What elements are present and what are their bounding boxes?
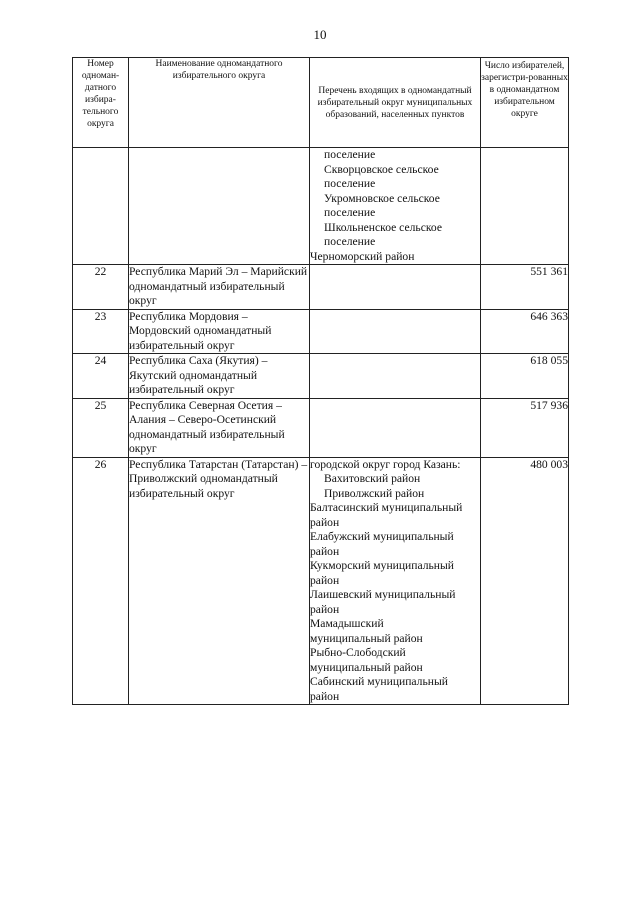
list-line: Лаишевский муниципальный <box>310 588 456 601</box>
voter-count: 646 363 <box>481 309 569 354</box>
list-line: Скворцовское сельское <box>324 162 439 176</box>
district-municipalities <box>310 398 481 457</box>
table-header-row <box>73 58 569 148</box>
districts-table <box>72 57 569 705</box>
list-line: поселение <box>324 177 376 190</box>
list-line: Школьненское сельское <box>324 220 442 234</box>
list-line: Сабинский муниципальный <box>310 675 448 688</box>
cell-number <box>73 148 129 265</box>
list-line: район <box>310 573 340 587</box>
table-row <box>73 309 569 354</box>
district-number: 24 <box>73 354 129 399</box>
district-number: 26 <box>73 457 129 705</box>
header-number: Номер одноман-датного избира-тельного округа <box>73 58 129 148</box>
list-line: городской округ город Казань: <box>310 457 461 471</box>
list-line: Приволжский район <box>324 486 425 500</box>
list-line: муниципальный район <box>310 660 423 674</box>
voter-count: 480 003 <box>481 457 569 705</box>
list-line: Черноморский район <box>310 249 415 263</box>
district-number: 23 <box>73 309 129 354</box>
table-row <box>73 354 569 399</box>
list-line: Рыбно-Слободский <box>310 646 406 659</box>
table-row <box>73 457 569 705</box>
list-line: Елабужский муниципальный <box>310 530 454 543</box>
continuation-row <box>73 148 569 265</box>
district-municipalities <box>310 457 481 705</box>
cell-count <box>481 148 569 265</box>
list-line: Балтасинский муниципальный <box>310 501 463 514</box>
list-line: район <box>310 602 340 616</box>
district-municipalities <box>310 354 481 399</box>
header-name: Наименование одномандатного избирательного округа <box>129 58 310 148</box>
district-municipalities <box>310 265 481 310</box>
list-line: поселение <box>324 235 376 248</box>
list-line: Кукморский муниципальный <box>310 559 454 572</box>
district-name: Республика Саха (Якутия) – Якутский одномандатный избирательный округ <box>129 354 310 399</box>
district-municipalities <box>310 309 481 354</box>
list-line: район <box>310 689 340 703</box>
district-name: Республика Марий Эл – Марийский одномандатный избирательный округ <box>129 265 310 310</box>
header-count: Число избирателей, зарегистри-рованных в одномандатном избирательном округе <box>481 58 569 148</box>
cell-list <box>310 148 481 265</box>
list-line: поселение <box>324 148 376 161</box>
district-name: Республика Мордовия – Мордовский одномандатный избирательный округ <box>129 309 310 354</box>
list-line: район <box>310 544 340 558</box>
voter-count: 517 936 <box>481 398 569 457</box>
list-line: муниципальный район <box>310 631 423 645</box>
list-line: Мамадышский <box>310 617 384 630</box>
list-line: район <box>310 515 340 529</box>
voter-count: 551 361 <box>481 265 569 310</box>
district-number: 22 <box>73 265 129 310</box>
cell-name <box>129 148 310 265</box>
list-line: Укромновское сельское <box>324 191 440 205</box>
list-line: Вахитовский район <box>324 472 421 485</box>
header-list: Перечень входящих в одномандатный избирательный округ муниципальных образований, населенных пунктов <box>310 58 481 148</box>
page-number: 10 <box>313 27 327 42</box>
district-name: Республика Татарстан (Татарстан) – Приволжский одномандатный избирательный округ <box>129 457 310 705</box>
voter-count: 618 055 <box>481 354 569 399</box>
table-row <box>73 265 569 310</box>
district-number: 25 <box>73 398 129 457</box>
district-name: Республика Северная Осетия – Алания – Северо-Осетинский одномандатный избирательный округ <box>129 398 310 457</box>
list-line: поселение <box>324 206 376 219</box>
table-row <box>73 398 569 457</box>
